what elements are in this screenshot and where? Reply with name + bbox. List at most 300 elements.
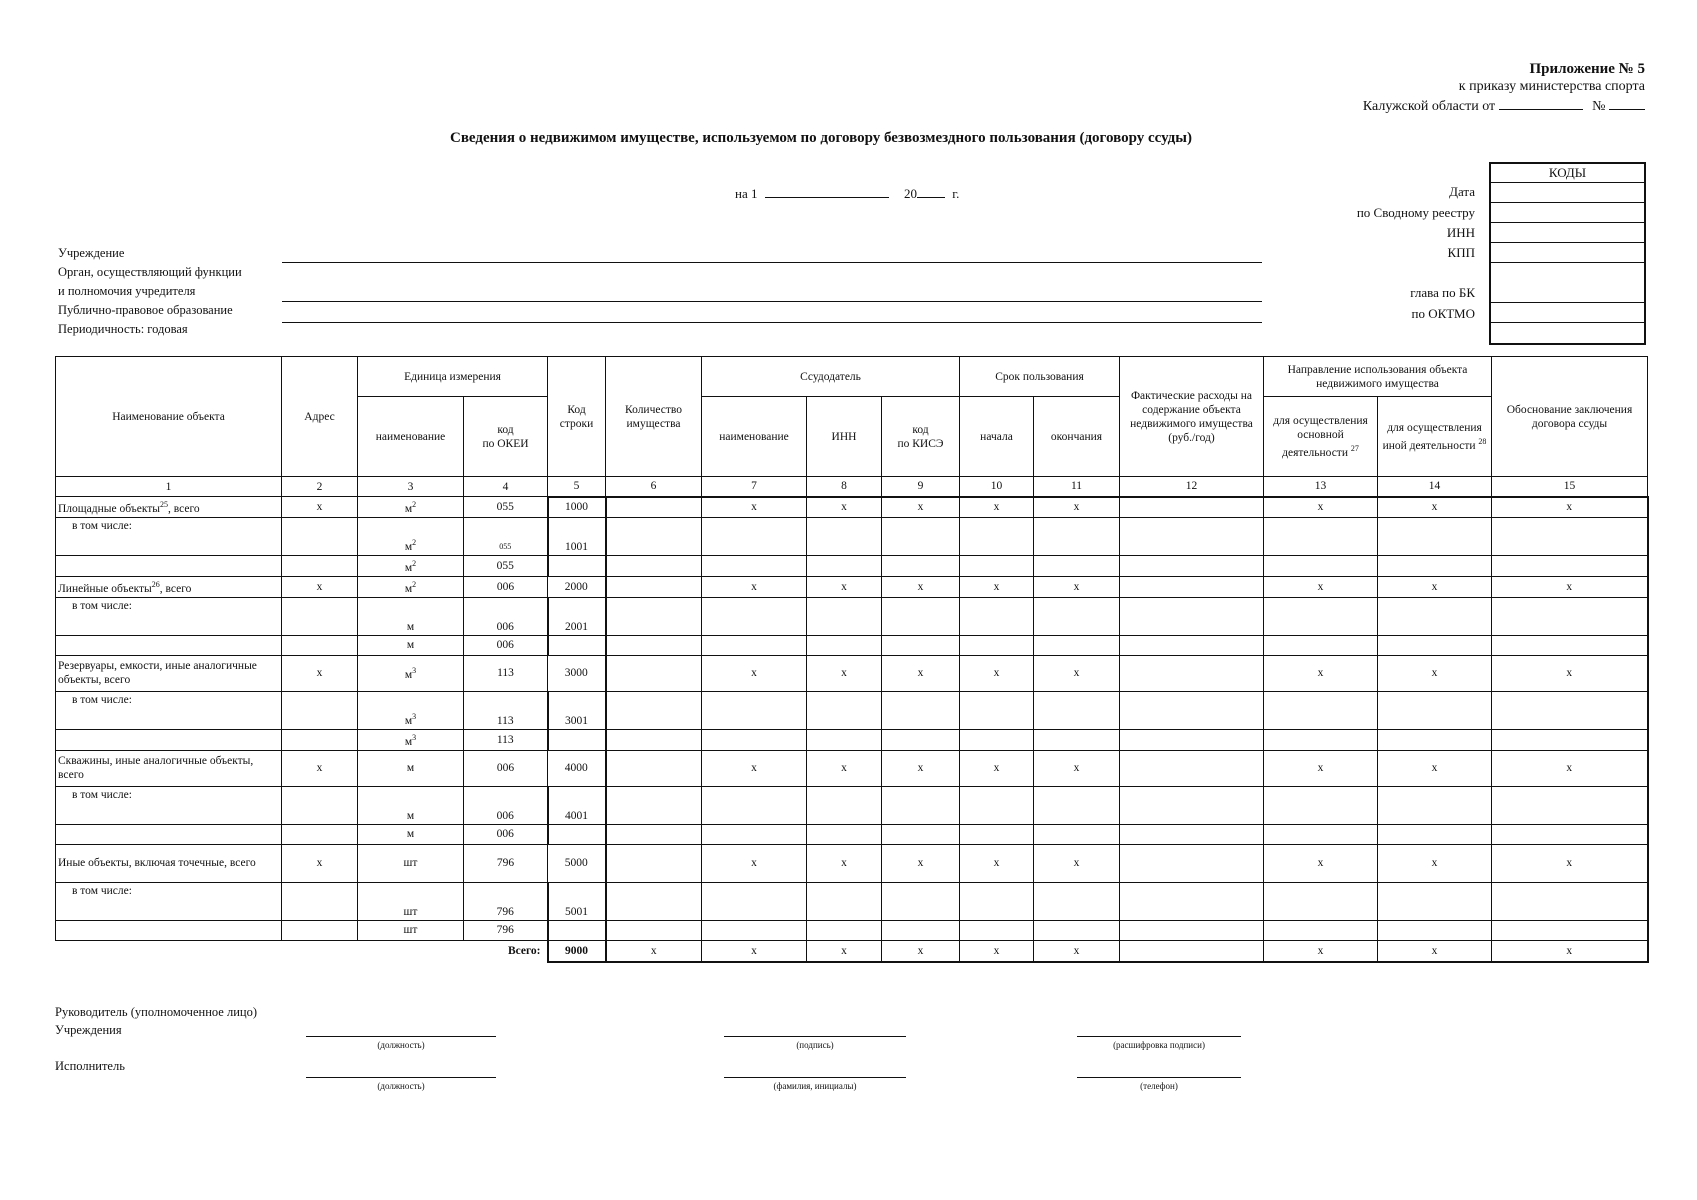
data-cell[interactable] xyxy=(1120,920,1264,940)
row-including: в том числе: xyxy=(56,518,282,556)
data-cell[interactable] xyxy=(702,597,807,635)
data-cell[interactable] xyxy=(1120,518,1264,556)
data-cell[interactable] xyxy=(807,518,882,556)
appendix-number: Приложение № 5 xyxy=(1529,61,1645,77)
data-cell[interactable] xyxy=(1378,691,1492,729)
row-unit: $м^2$ xyxy=(358,497,464,518)
row-name: Площадные объекты$^{25}$, всего xyxy=(56,497,282,518)
th-dir-other: для осуществления иной деятельности $^{28}$ xyxy=(1378,397,1492,477)
row-code: 4001 xyxy=(548,786,606,824)
row-okei: 055 xyxy=(464,556,548,577)
row-including: в том числе: xyxy=(56,786,282,824)
row-okei: 796 xyxy=(464,920,548,940)
cell-x: x xyxy=(807,497,882,518)
th-lender-inn: ИНН xyxy=(807,397,882,477)
data-cell[interactable] xyxy=(1034,882,1120,920)
data-cell[interactable] xyxy=(1120,940,1264,962)
cell-x: x xyxy=(960,655,1034,691)
cell-x: x xyxy=(282,844,358,882)
code-registry[interactable] xyxy=(1491,203,1644,223)
data-cell[interactable] xyxy=(1378,556,1492,577)
row-code: 4000 xyxy=(548,750,606,786)
data-cell[interactable] xyxy=(1492,556,1648,577)
data-cell[interactable] xyxy=(882,729,960,750)
data-cell[interactable] xyxy=(807,824,882,844)
data-cell[interactable] xyxy=(606,655,702,691)
cell-x: x xyxy=(1264,497,1378,518)
data-cell[interactable] xyxy=(960,882,1034,920)
data-cell[interactable] xyxy=(548,729,606,750)
data-cell[interactable] xyxy=(1034,691,1120,729)
data-cell[interactable] xyxy=(702,729,807,750)
cell-x: x xyxy=(282,576,358,597)
cell-x: x xyxy=(1492,750,1648,786)
row-code: 2001 xyxy=(548,597,606,635)
data-cell[interactable] xyxy=(1378,635,1492,655)
data-cell[interactable] xyxy=(1378,597,1492,635)
col-number: 13 xyxy=(1264,477,1378,497)
th-address: Адрес xyxy=(282,357,358,477)
caption-decode: (расшифровка подписи) xyxy=(1113,1040,1205,1050)
cell-x: x xyxy=(960,750,1034,786)
data-cell[interactable] xyxy=(1264,691,1378,729)
caption-phone: (телефон) xyxy=(1140,1081,1178,1091)
data-cell[interactable] xyxy=(960,518,1034,556)
col-number: 15 xyxy=(1492,477,1648,497)
code-kpp[interactable] xyxy=(1491,243,1644,263)
data-cell[interactable] xyxy=(1264,729,1378,750)
signature-head: Руководитель (уполномоченное лицо) Учреждения xyxy=(55,1005,258,1037)
th-name: Наименование объекта xyxy=(56,357,282,477)
th-quantity: Количество имущества xyxy=(606,357,702,477)
executor-fio-field[interactable] xyxy=(724,1077,906,1078)
th-unit-name: наименование xyxy=(358,397,464,477)
data-cell[interactable] xyxy=(807,786,882,824)
cell-x: x xyxy=(882,940,960,962)
data-cell[interactable] xyxy=(282,635,358,655)
row-unit: шт xyxy=(358,920,464,940)
cell-x: x xyxy=(282,497,358,518)
cell-x: x xyxy=(1264,655,1378,691)
row-unit: м xyxy=(358,750,464,786)
total-label: Всего: xyxy=(56,940,548,962)
data-cell[interactable] xyxy=(1034,597,1120,635)
report-year-field[interactable] xyxy=(917,184,945,198)
cell-x: x xyxy=(1034,576,1120,597)
data-cell[interactable] xyxy=(606,497,702,518)
cell-x: x xyxy=(1492,844,1648,882)
data-cell[interactable] xyxy=(606,786,702,824)
row-code: 1000 xyxy=(548,497,606,518)
cell-x: x xyxy=(702,750,807,786)
caption-fio: (фамилия, инициалы) xyxy=(773,1081,857,1091)
codes-box xyxy=(1489,162,1646,345)
codes-header: КОДЫ xyxy=(1491,164,1644,183)
data-cell[interactable] xyxy=(1034,635,1120,655)
row-okei: 006 xyxy=(464,597,548,635)
data-cell[interactable] xyxy=(1492,597,1648,635)
th-term: Срок пользования xyxy=(960,357,1120,397)
data-cell[interactable] xyxy=(1492,920,1648,940)
data-cell[interactable] xyxy=(606,920,702,940)
table-row xyxy=(56,556,1648,577)
table-row xyxy=(56,655,1648,691)
data-cell[interactable] xyxy=(282,920,358,940)
data-cell[interactable] xyxy=(606,576,702,597)
table-row xyxy=(56,691,1648,729)
data-cell[interactable] xyxy=(1492,691,1648,729)
data-cell[interactable] xyxy=(1034,556,1120,577)
data-cell[interactable] xyxy=(282,824,358,844)
table-row xyxy=(56,518,1648,556)
data-cell[interactable] xyxy=(1264,556,1378,577)
data-cell[interactable] xyxy=(1264,518,1378,556)
data-cell[interactable] xyxy=(1378,518,1492,556)
data-cell[interactable] xyxy=(606,882,702,920)
table-body xyxy=(56,497,1648,963)
data-cell[interactable] xyxy=(702,786,807,824)
row-name: Скважины, иные аналогичные объекты, всего xyxy=(56,750,282,786)
property-table xyxy=(55,356,1649,963)
table-row xyxy=(56,597,1648,635)
cell-x: x xyxy=(1264,844,1378,882)
th-line-code: Код строки xyxy=(548,357,606,477)
cell-x: x xyxy=(702,940,807,962)
cell-x: x xyxy=(1492,497,1648,518)
data-cell[interactable] xyxy=(1120,786,1264,824)
data-cell[interactable] xyxy=(1264,824,1378,844)
data-cell[interactable] xyxy=(960,920,1034,940)
row-okei: 113 xyxy=(464,691,548,729)
row-code: 1001 xyxy=(548,518,606,556)
label-organ-2: и полномочия учредителя xyxy=(58,284,196,298)
data-cell[interactable] xyxy=(282,518,358,556)
data-cell[interactable] xyxy=(1492,518,1648,556)
label-periodicity: Периодичность: годовая xyxy=(58,322,188,336)
data-cell[interactable] xyxy=(1034,920,1120,940)
data-cell[interactable] xyxy=(282,597,358,635)
row-unit: шт xyxy=(358,844,464,882)
data-cell[interactable] xyxy=(882,597,960,635)
data-cell[interactable] xyxy=(1120,750,1264,786)
code-extra[interactable] xyxy=(1491,323,1644,343)
data-cell[interactable] xyxy=(606,597,702,635)
data-cell xyxy=(56,556,282,577)
appendix-region-line: Калужской области от № xyxy=(1363,96,1645,116)
caption-position: (должность) xyxy=(377,1040,425,1050)
code-oktmo[interactable] xyxy=(1491,303,1644,323)
row-unit: м xyxy=(358,824,464,844)
public-entity-field[interactable] xyxy=(282,322,1262,323)
data-cell[interactable] xyxy=(807,556,882,577)
appendix-order: к приказу министерства спорта xyxy=(1458,79,1645,94)
cell-x: x xyxy=(882,844,960,882)
data-cell[interactable] xyxy=(1034,824,1120,844)
cell-x: x xyxy=(960,497,1034,518)
data-cell[interactable] xyxy=(1492,882,1648,920)
data-cell[interactable] xyxy=(702,518,807,556)
data-cell[interactable] xyxy=(882,518,960,556)
col-number: 4 xyxy=(464,477,548,497)
cell-x: x xyxy=(702,576,807,597)
data-cell[interactable] xyxy=(1264,920,1378,940)
data-cell[interactable] xyxy=(1120,556,1264,577)
row-okei: 055 xyxy=(464,518,548,556)
data-cell[interactable] xyxy=(1492,729,1648,750)
col-number: 11 xyxy=(1034,477,1120,497)
th-term-start: начала xyxy=(960,397,1034,477)
row-code: 5000 xyxy=(548,844,606,882)
data-cell[interactable] xyxy=(1492,786,1648,824)
table-row xyxy=(56,786,1648,824)
th-expenses: Фактические расходы на содержание объекта недвижимого имущества (руб./год) xyxy=(1120,357,1264,477)
cell-x: x xyxy=(1034,940,1120,962)
cell-x: x xyxy=(702,655,807,691)
cell-x: x xyxy=(282,750,358,786)
data-cell[interactable] xyxy=(1378,882,1492,920)
data-cell[interactable] xyxy=(882,882,960,920)
data-cell[interactable] xyxy=(807,635,882,655)
row-okei: 006 xyxy=(464,750,548,786)
institution-field[interactable] xyxy=(282,262,1262,263)
th-basis: Обоснование заключения договора ссуды xyxy=(1492,357,1648,477)
data-cell[interactable] xyxy=(282,556,358,577)
cell-x: x xyxy=(807,576,882,597)
label-public-entity: Публично-правовое образование xyxy=(58,303,233,317)
col-number: 5 xyxy=(548,477,606,497)
col-number: 6 xyxy=(606,477,702,497)
data-cell[interactable] xyxy=(1120,824,1264,844)
table-row xyxy=(56,824,1648,844)
signature-executor: Исполнитель xyxy=(55,1059,125,1073)
data-cell[interactable] xyxy=(702,635,807,655)
data-cell[interactable] xyxy=(1120,655,1264,691)
document-title: Сведения о недвижимом имуществе, используемом по договору безвозмездного пользования (договору ссуды) xyxy=(450,130,1192,146)
th-direction: Направление использования объекта недвижимого имущества xyxy=(1264,357,1492,397)
data-cell[interactable] xyxy=(1120,576,1264,597)
cell-x: x xyxy=(1492,655,1648,691)
head-decode-field[interactable] xyxy=(1077,1036,1241,1037)
row-okei: 006 xyxy=(464,786,548,824)
row-code: 2000 xyxy=(548,576,606,597)
data-cell[interactable] xyxy=(1120,844,1264,882)
label-institution: Учреждение xyxy=(58,246,125,260)
cell-x: x xyxy=(1378,940,1492,962)
data-cell[interactable] xyxy=(606,824,702,844)
caption-position-2: (должность) xyxy=(377,1081,425,1091)
data-cell[interactable] xyxy=(807,691,882,729)
row-including: в том числе: xyxy=(56,691,282,729)
cell-x: x xyxy=(1378,655,1492,691)
data-cell[interactable] xyxy=(1492,824,1648,844)
th-lender-kise: код по КИСЭ xyxy=(882,397,960,477)
row-okei: 796 xyxy=(464,882,548,920)
table-row xyxy=(56,635,1648,655)
cell-x: x xyxy=(1378,576,1492,597)
row-okei: 055 xyxy=(464,497,548,518)
row-unit: м xyxy=(358,635,464,655)
cell-x: x xyxy=(1264,940,1378,962)
cell-x: x xyxy=(882,750,960,786)
th-lender: Ссудодатель xyxy=(702,357,960,397)
cell-x: x xyxy=(702,844,807,882)
data-cell[interactable] xyxy=(807,597,882,635)
data-cell[interactable] xyxy=(882,920,960,940)
th-dir-main: для осуществления основной деятельности $^{27}$ xyxy=(1264,397,1378,477)
row-okei: 796 xyxy=(464,844,548,882)
organ-field[interactable] xyxy=(282,301,1262,302)
data-cell[interactable] xyxy=(960,824,1034,844)
data-cell[interactable] xyxy=(702,824,807,844)
row-okei: 006 xyxy=(464,576,548,597)
col-number: 2 xyxy=(282,477,358,497)
data-cell[interactable] xyxy=(1378,729,1492,750)
col-number: 14 xyxy=(1378,477,1492,497)
cell-x: x xyxy=(960,940,1034,962)
table-row xyxy=(56,882,1648,920)
data-cell[interactable] xyxy=(882,786,960,824)
data-cell[interactable] xyxy=(606,635,702,655)
col-number: 12 xyxy=(1120,477,1264,497)
row-including: в том числе: xyxy=(56,882,282,920)
row-unit: $м^2$ xyxy=(358,556,464,577)
cell-x: x xyxy=(807,940,882,962)
table-row xyxy=(56,920,1648,940)
report-date-field[interactable] xyxy=(765,184,889,198)
data-cell[interactable] xyxy=(606,691,702,729)
cell-x: x xyxy=(960,576,1034,597)
data-cell[interactable] xyxy=(960,691,1034,729)
data-cell[interactable] xyxy=(282,786,358,824)
header-labels xyxy=(58,244,242,339)
row-okei: 006 xyxy=(464,824,548,844)
data-cell[interactable] xyxy=(282,729,358,750)
data-cell[interactable] xyxy=(702,920,807,940)
cell-x: x xyxy=(1378,844,1492,882)
data-cell[interactable] xyxy=(702,691,807,729)
column-numbers-row xyxy=(56,477,1648,497)
data-cell[interactable] xyxy=(1120,882,1264,920)
data-cell[interactable] xyxy=(1034,729,1120,750)
data-cell[interactable] xyxy=(807,882,882,920)
data-cell[interactable] xyxy=(606,844,702,882)
total-code: 9000 xyxy=(548,940,606,962)
th-unit: Единица измерения xyxy=(358,357,548,397)
data-cell[interactable] xyxy=(1264,786,1378,824)
data-cell[interactable] xyxy=(1034,786,1120,824)
data-cell[interactable] xyxy=(548,824,606,844)
row-okei: 113 xyxy=(464,729,548,750)
data-cell[interactable] xyxy=(548,556,606,577)
head-signature-field[interactable] xyxy=(724,1036,906,1037)
data-cell[interactable] xyxy=(1120,635,1264,655)
data-cell[interactable] xyxy=(1120,691,1264,729)
data-cell[interactable] xyxy=(1264,597,1378,635)
executor-position-field[interactable] xyxy=(306,1077,496,1078)
col-number: 1 xyxy=(56,477,282,497)
data-cell xyxy=(56,920,282,940)
data-cell[interactable] xyxy=(606,729,702,750)
cell-x: x xyxy=(1492,940,1648,962)
cell-x: x xyxy=(1034,844,1120,882)
cell-x: x xyxy=(807,655,882,691)
data-cell[interactable] xyxy=(960,786,1034,824)
data-cell xyxy=(56,635,282,655)
col-number: 10 xyxy=(960,477,1034,497)
order-date-field[interactable] xyxy=(1499,96,1583,110)
data-cell[interactable] xyxy=(960,635,1034,655)
row-name: Резервуары, емкости, иные аналогичные объекты, всего xyxy=(56,655,282,691)
data-cell[interactable] xyxy=(1120,497,1264,518)
data-cell[interactable] xyxy=(702,556,807,577)
data-cell[interactable] xyxy=(882,691,960,729)
data-cell[interactable] xyxy=(1120,729,1264,750)
data-cell[interactable] xyxy=(1378,786,1492,824)
data-cell[interactable] xyxy=(1264,635,1378,655)
table-row-total xyxy=(56,940,1648,962)
row-unit: $м^2$ xyxy=(358,576,464,597)
code-bk-chapter[interactable] xyxy=(1491,263,1644,303)
data-cell[interactable] xyxy=(548,635,606,655)
row-name: Иные объекты, включая точечные, всего xyxy=(56,844,282,882)
data-cell[interactable] xyxy=(882,635,960,655)
data-cell[interactable] xyxy=(606,518,702,556)
cell-x: x xyxy=(1034,750,1120,786)
row-unit: м xyxy=(358,786,464,824)
row-code: 3000 xyxy=(548,655,606,691)
data-cell[interactable] xyxy=(807,920,882,940)
data-cell[interactable] xyxy=(702,882,807,920)
cell-x: x xyxy=(1264,750,1378,786)
row-unit: $м^3$ xyxy=(358,691,464,729)
data-cell[interactable] xyxy=(960,729,1034,750)
row-code: 5001 xyxy=(548,882,606,920)
cell-x: x xyxy=(1034,497,1120,518)
data-cell[interactable] xyxy=(282,691,358,729)
data-cell[interactable] xyxy=(960,556,1034,577)
row-unit: шт xyxy=(358,882,464,920)
data-cell[interactable] xyxy=(1378,920,1492,940)
order-number-field[interactable] xyxy=(1609,96,1645,110)
data-cell[interactable] xyxy=(606,750,702,786)
data-cell[interactable] xyxy=(548,920,606,940)
data-cell[interactable] xyxy=(807,729,882,750)
data-cell[interactable] xyxy=(1034,518,1120,556)
code-inn[interactable] xyxy=(1491,223,1644,243)
code-date[interactable] xyxy=(1491,183,1644,203)
data-cell[interactable] xyxy=(1378,824,1492,844)
data-cell[interactable] xyxy=(282,882,358,920)
head-position-field[interactable] xyxy=(306,1036,496,1037)
data-cell[interactable] xyxy=(1492,635,1648,655)
data-cell[interactable] xyxy=(882,556,960,577)
row-unit: м xyxy=(358,597,464,635)
executor-phone-field[interactable] xyxy=(1077,1077,1241,1078)
cell-x: x xyxy=(1264,576,1378,597)
data-cell[interactable] xyxy=(882,824,960,844)
data-cell[interactable] xyxy=(1120,597,1264,635)
th-unit-code: код по ОКЕИ xyxy=(464,397,548,477)
th-term-end: окончания xyxy=(1034,397,1120,477)
data-cell[interactable] xyxy=(960,597,1034,635)
cell-x: x xyxy=(282,655,358,691)
data-cell[interactable] xyxy=(1264,882,1378,920)
cell-x: x xyxy=(960,844,1034,882)
data-cell[interactable] xyxy=(606,556,702,577)
cell-x: x xyxy=(1492,576,1648,597)
row-unit: $м^2$ xyxy=(358,518,464,556)
cell-x: x xyxy=(702,497,807,518)
